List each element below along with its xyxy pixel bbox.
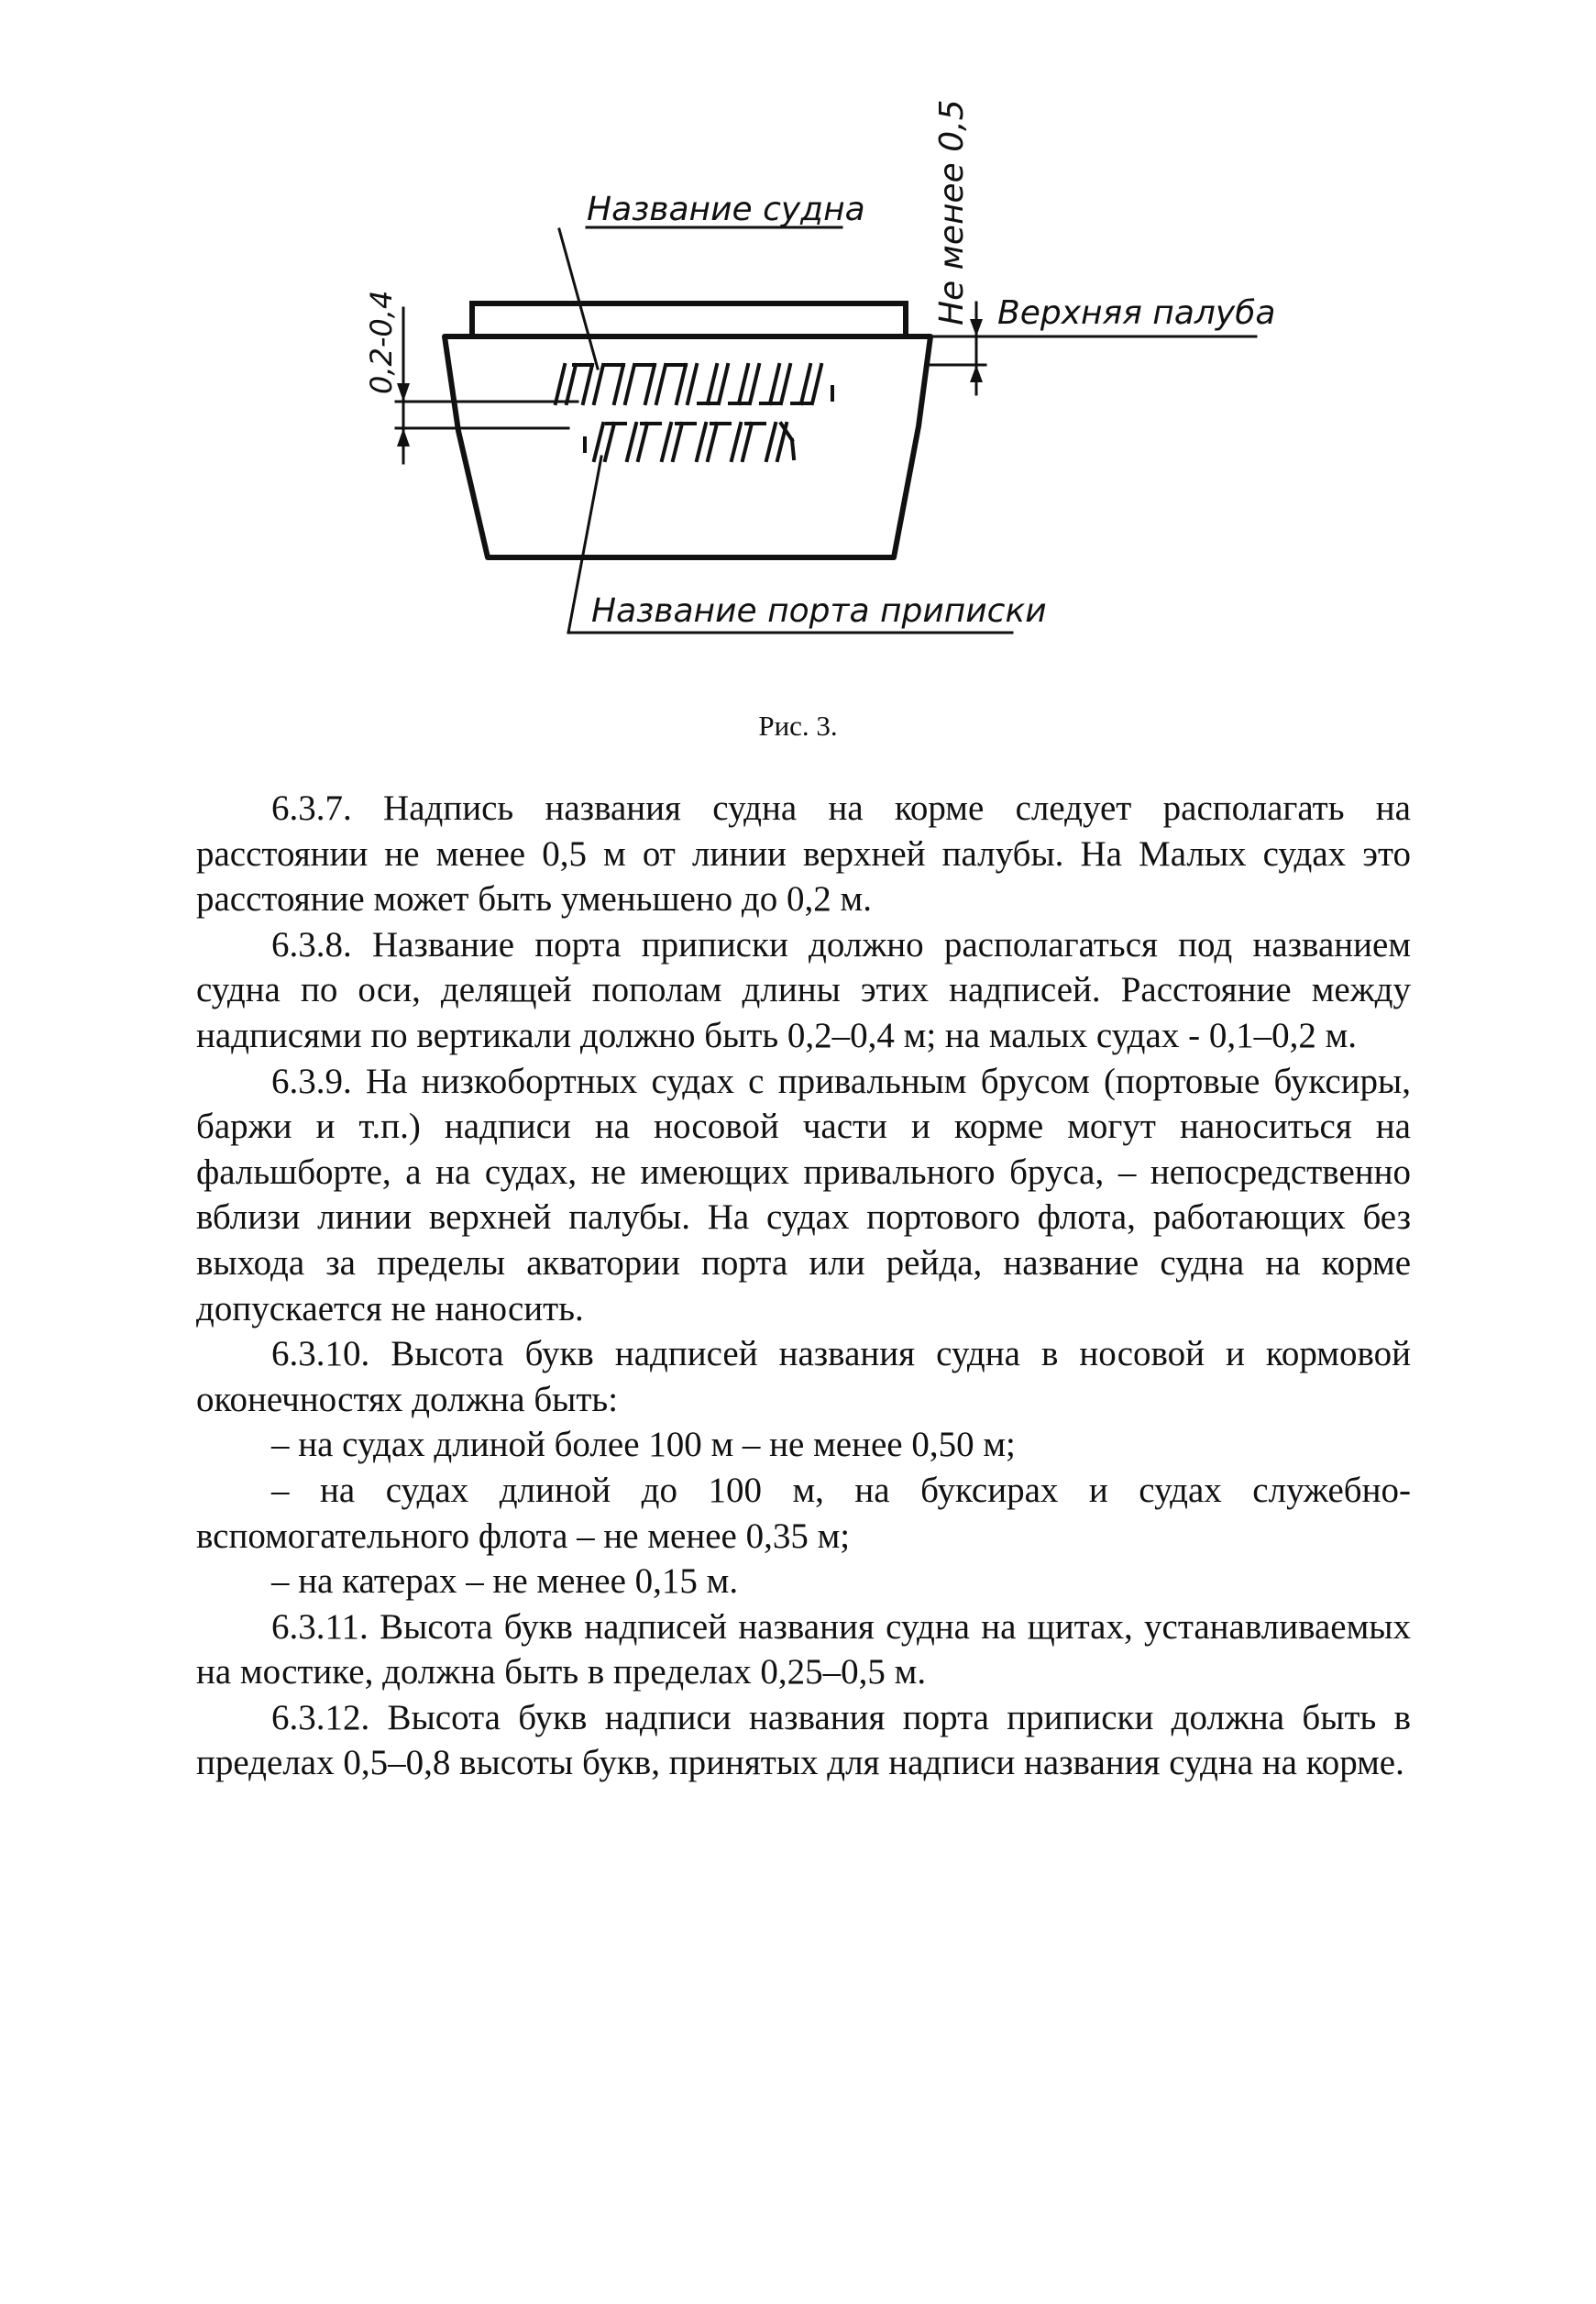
list-item: – на катерах – не менее 0,15 м.: [271, 1561, 739, 1602]
paragraph-6-3-7: 6.3.7. Надпись названия судна на корме следует располагать на расстоянии не менее 0,5 м от линии верхней палубы. На Малых судах это расстояние может быть уменьшено до 0,2 м.: [196, 788, 1411, 920]
min-distance-label: Не менее 0,5: [933, 99, 971, 325]
port-name-lettering: [585, 424, 794, 460]
ship-name-lettering: [556, 365, 832, 403]
port-name-label: Название порта приписки: [591, 592, 1047, 630]
paragraph-6-3-9: 6.3.9. На низкобортных судах с привальным брусом (портовые буксиры, баржи и т.п.) надписи на носовой части и корме могут наноситься на фальшборте, а на судах, не имеющих привального бруса, – непосредственно вблизи линии верхней палубы. На судах портового флота, работающих без выхода за пределы акватории порта или рейда, название судна на корме допускается не наносить.: [196, 1061, 1411, 1328]
hull-outline: [445, 336, 930, 557]
gap-arrow-bottom: [397, 428, 410, 446]
deck-arrow-top: [970, 319, 983, 336]
figure-caption: Рис. 3.: [758, 710, 838, 742]
upper-deck-label: Верхняя палуба: [997, 294, 1276, 332]
ship-name-pointer: [559, 229, 598, 369]
paragraph-6-3-10: 6.3.10. Высота букв надписей названия судна в носовой и кормовой оконечностях должна быть:: [196, 1334, 1411, 1419]
paragraph-6-3-12: 6.3.12. Высота букв надписи названия порта приписки должна быть в пределах 0,5–0,8 высоты букв, принятых для надписи названия судна на корме.: [196, 1697, 1411, 1783]
ship-name-label: Название судна: [587, 191, 865, 228]
list-item: – на судах длиной до 100 м, на буксирах и судах служебно-вспомогательного флота – не менее 0,35 м;: [196, 1470, 1411, 1556]
list-item: – на судах длиной более 100 м – не менее 0,50 м;: [271, 1425, 1016, 1465]
gap-label: 0,2-0,4: [364, 290, 399, 394]
paragraph-6-3-8: 6.3.8. Название порта приписки должно располагаться под названием судна по оси, делящей пополам длины этих надписей. Расстояние между надписями по вертикали должно быть 0,2–0,4 м; на малых судах - 0,1–0,2 м.: [196, 924, 1411, 1055]
gap-arrow-top: [397, 383, 410, 402]
stern-inscription-diagram: [0, 0, 1596, 697]
paragraph-6-3-11: 6.3.11. Высота букв надписей названия судна на щитах, устанавливаемых на мостике, должна быть в пределах 0,25–0,5 м.: [196, 1606, 1411, 1692]
superstructure: [472, 303, 906, 336]
document-body: [196, 786, 1411, 1786]
deck-arrow-bottom: [970, 365, 983, 382]
